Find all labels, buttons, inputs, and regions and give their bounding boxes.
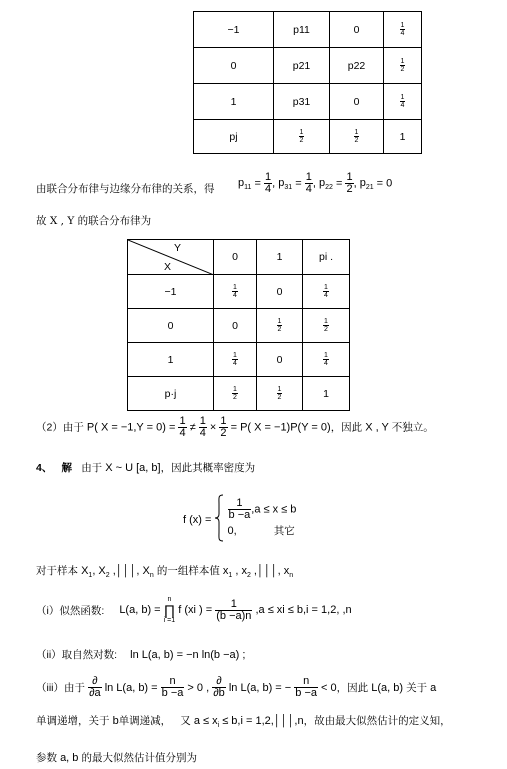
- table-cell: 0: [257, 275, 303, 309]
- fraction: $\frac{1}{4}$: [324, 352, 328, 367]
- fraction: $\frac{1}{4}$: [400, 22, 405, 37]
- table-header-cell: 1: [257, 240, 303, 275]
- fraction: $\frac{1}{2}$: [277, 318, 282, 333]
- diagonal-header-cell: Y X: [128, 240, 214, 275]
- likelihood-function: （i）似然函数: L(a, b) = n ∏ i =1 f (xi ) = $\frac{1}{(b -a)n}$ ,a ≤ xi ≤ b,i = 1,2, ,n: [36, 596, 352, 624]
- table-cell: [214, 343, 257, 377]
- table-cell: pj: [194, 120, 274, 154]
- table-header-row: [128, 240, 350, 275]
- table-row: [194, 12, 422, 48]
- table-row: [128, 377, 350, 411]
- relation-text: 由联合分布律与边缘分布律的关系，得: [36, 183, 215, 195]
- table-cell: p·j: [128, 377, 214, 411]
- fraction: $\frac{1}{2}$: [233, 386, 237, 401]
- fraction: $\frac{1}{4}$: [233, 352, 237, 367]
- table-cell: 0: [330, 12, 384, 48]
- table-cell: p31: [274, 84, 330, 120]
- relation-equations: $p_{11}$ = $\frac{1}{4}$ , $p_{31}$ = $\frac{1}{4}$ , $p_{22}$ = $\frac{1}{2}$ , $p_{21} = 0$: [238, 171, 393, 195]
- fraction: $\frac{1}{2}$: [400, 58, 405, 73]
- table-row: [128, 309, 350, 343]
- fraction: $\frac{1}{2}$: [299, 129, 304, 144]
- table-cell: −1: [128, 275, 214, 309]
- table-cell: [214, 275, 257, 309]
- fraction: $\frac{1}{4}$: [324, 284, 328, 299]
- table-cell: p21: [274, 48, 330, 84]
- table-2: [127, 239, 350, 411]
- table-1: [193, 11, 422, 154]
- monotonicity: 单调递增，关于 b单调递减， 又 $a \le x_i \le b,i$ = 1,2,│││,n，故由最大似然估计的定义知，: [36, 715, 451, 730]
- table-cell: [384, 12, 422, 48]
- fraction: $\frac{1}{4}$: [233, 284, 237, 299]
- fraction: $\frac{1}{2}$: [354, 129, 359, 144]
- table-cell: [303, 309, 350, 343]
- table-header-cell: pi .: [303, 240, 350, 275]
- table-cell: 0: [257, 343, 303, 377]
- table-cell: 0: [330, 84, 384, 120]
- left-brace-icon: [214, 494, 224, 542]
- table-cell: 1: [303, 377, 350, 411]
- table-cell: [384, 84, 422, 120]
- table-row: [194, 48, 422, 84]
- table-cell: [303, 343, 350, 377]
- fraction: $\frac{1}{2}$: [324, 318, 328, 333]
- part-2: （2）由于 P( X = −1,Y = 0) = $\frac{1}{4}$ ≠ $\frac{1}{4}$ × $\frac{1}{2}$ = P( X = −1)P(Y = 0)，因此 X , Y 不独立。: [36, 415, 434, 439]
- table-cell: [257, 377, 303, 411]
- table-cell: 1: [384, 120, 422, 154]
- table-cell: [274, 120, 330, 154]
- table-cell: −1: [194, 12, 274, 48]
- table-cell: 0: [214, 309, 257, 343]
- table-row: [194, 84, 422, 120]
- fraction: $\frac{1}{2}$: [277, 386, 282, 401]
- table-cell: [214, 377, 257, 411]
- derivatives: （iii）由于 $\frac{\partial}{\partial a}$ ln L(a, b) = $\frac{n}{b -a}$ > 0 , $\frac{\partial}{\partial b}$ ln L(a, b) = − $\frac{n}{b -a}$ < 0，因此 L(a, b) 关于 a: [36, 675, 437, 699]
- table-cell: 1: [128, 343, 214, 377]
- table-cell: [384, 48, 422, 84]
- table-cell: [303, 275, 350, 309]
- table-cell: 1: [194, 84, 274, 120]
- density-function: f (x) = $\frac{1}{b -a}$ ,a ≤ x ≤ b 0, 其它: [183, 494, 296, 542]
- table-cell: 0: [194, 48, 274, 84]
- table-cell: [330, 120, 384, 154]
- sample-line: 对于样本 $X_1$, $X_2$ ,│││, $X_n$ 的一组样本值 $x_1$ , $x_2$ ,│││, $x_n$: [36, 565, 294, 580]
- fraction: $\frac{1}{4}$: [400, 94, 405, 109]
- joint-dist-intro: 故 X , Y 的联合分布律为: [36, 215, 152, 227]
- table-cell: p22: [330, 48, 384, 84]
- log-likelihood: （ii）取自然对数: ln L(a, b) = −n ln(b −a) ;: [36, 649, 246, 661]
- table-cell: 0: [128, 309, 214, 343]
- question-4: 4、 解 由于 X ~ U [a, b]，因此其概率密度为: [36, 462, 256, 474]
- final-line: 参数 a, b 的最大似然估计值分别为: [36, 752, 197, 764]
- table-row: [194, 120, 422, 154]
- table-cell: p11: [274, 12, 330, 48]
- table-cell: [257, 309, 303, 343]
- table-header-cell: 0: [214, 240, 257, 275]
- table-row: [128, 275, 350, 309]
- table-row: [128, 343, 350, 377]
